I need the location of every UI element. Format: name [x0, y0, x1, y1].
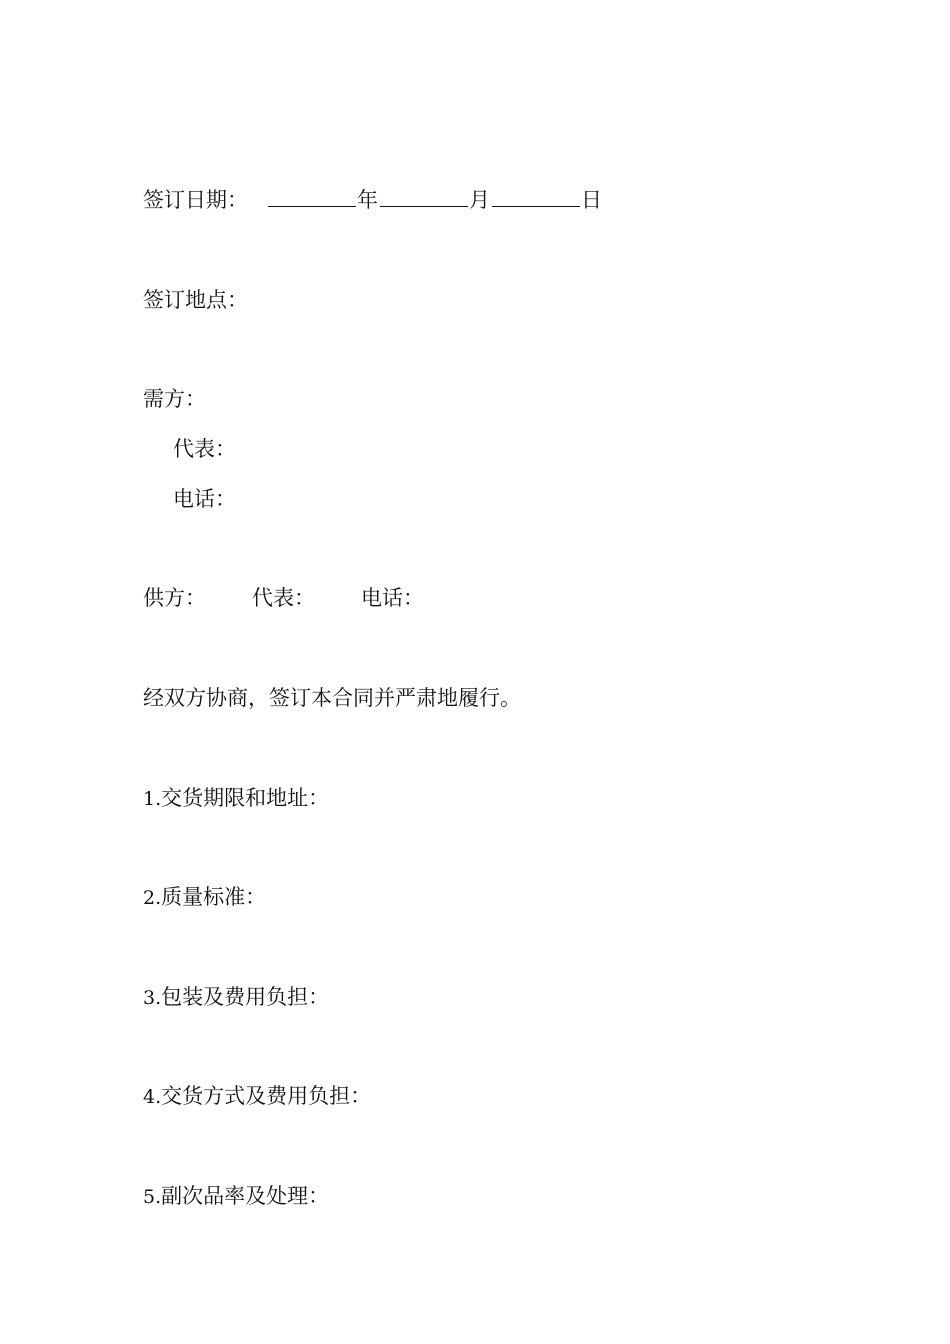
- clause-text: 交货方式及费用负担：: [161, 1084, 372, 1108]
- supplier-line: [143, 584, 424, 612]
- buyer-phone-label: 电话：: [173, 487, 236, 511]
- signing-date-label: 签订日期：: [143, 188, 248, 212]
- month-blank: [380, 186, 468, 207]
- signing-date-line: [143, 186, 602, 214]
- buyer-line: [143, 385, 206, 413]
- clause-number: 5.: [143, 1186, 162, 1208]
- buyer-rep-line: [173, 435, 236, 463]
- clause-number: 2.: [143, 887, 162, 909]
- buyer-rep-label: 代表：: [173, 437, 236, 461]
- clause-2: [143, 883, 266, 912]
- intro-paragraph: [143, 684, 521, 712]
- clause-text: 副次品率及处理：: [161, 1184, 330, 1208]
- clause-text: 包装及费用负担：: [161, 985, 330, 1009]
- clause-5: [143, 1182, 329, 1211]
- supplier-label: 供方：: [143, 586, 206, 610]
- clause-4: [143, 1082, 371, 1111]
- clause-number: 4.: [143, 1086, 162, 1108]
- supplier-rep-label: 代表：: [252, 586, 315, 610]
- day-blank: [492, 186, 580, 207]
- clause-number: 1.: [143, 788, 162, 810]
- day-label: 日: [581, 188, 602, 212]
- supplier-phone-label: 电话：: [361, 586, 424, 610]
- buyer-label: 需方：: [143, 387, 206, 411]
- signing-place-label: 签订地点：: [143, 288, 248, 312]
- year-label: 年: [357, 188, 378, 212]
- clause-3: [143, 983, 329, 1012]
- clause-text: 质量标准：: [161, 885, 267, 909]
- month-label: 月: [469, 188, 490, 212]
- signing-place-line: [143, 286, 248, 314]
- clause-text: 交货期限和地址：: [161, 786, 330, 810]
- buyer-phone-line: [173, 485, 236, 513]
- clause-number: 3.: [143, 987, 162, 1009]
- clause-1: [143, 784, 329, 813]
- year-blank: [268, 186, 356, 207]
- intro-text: 经双方协商，签订本合同并严肃地履行。: [143, 686, 521, 710]
